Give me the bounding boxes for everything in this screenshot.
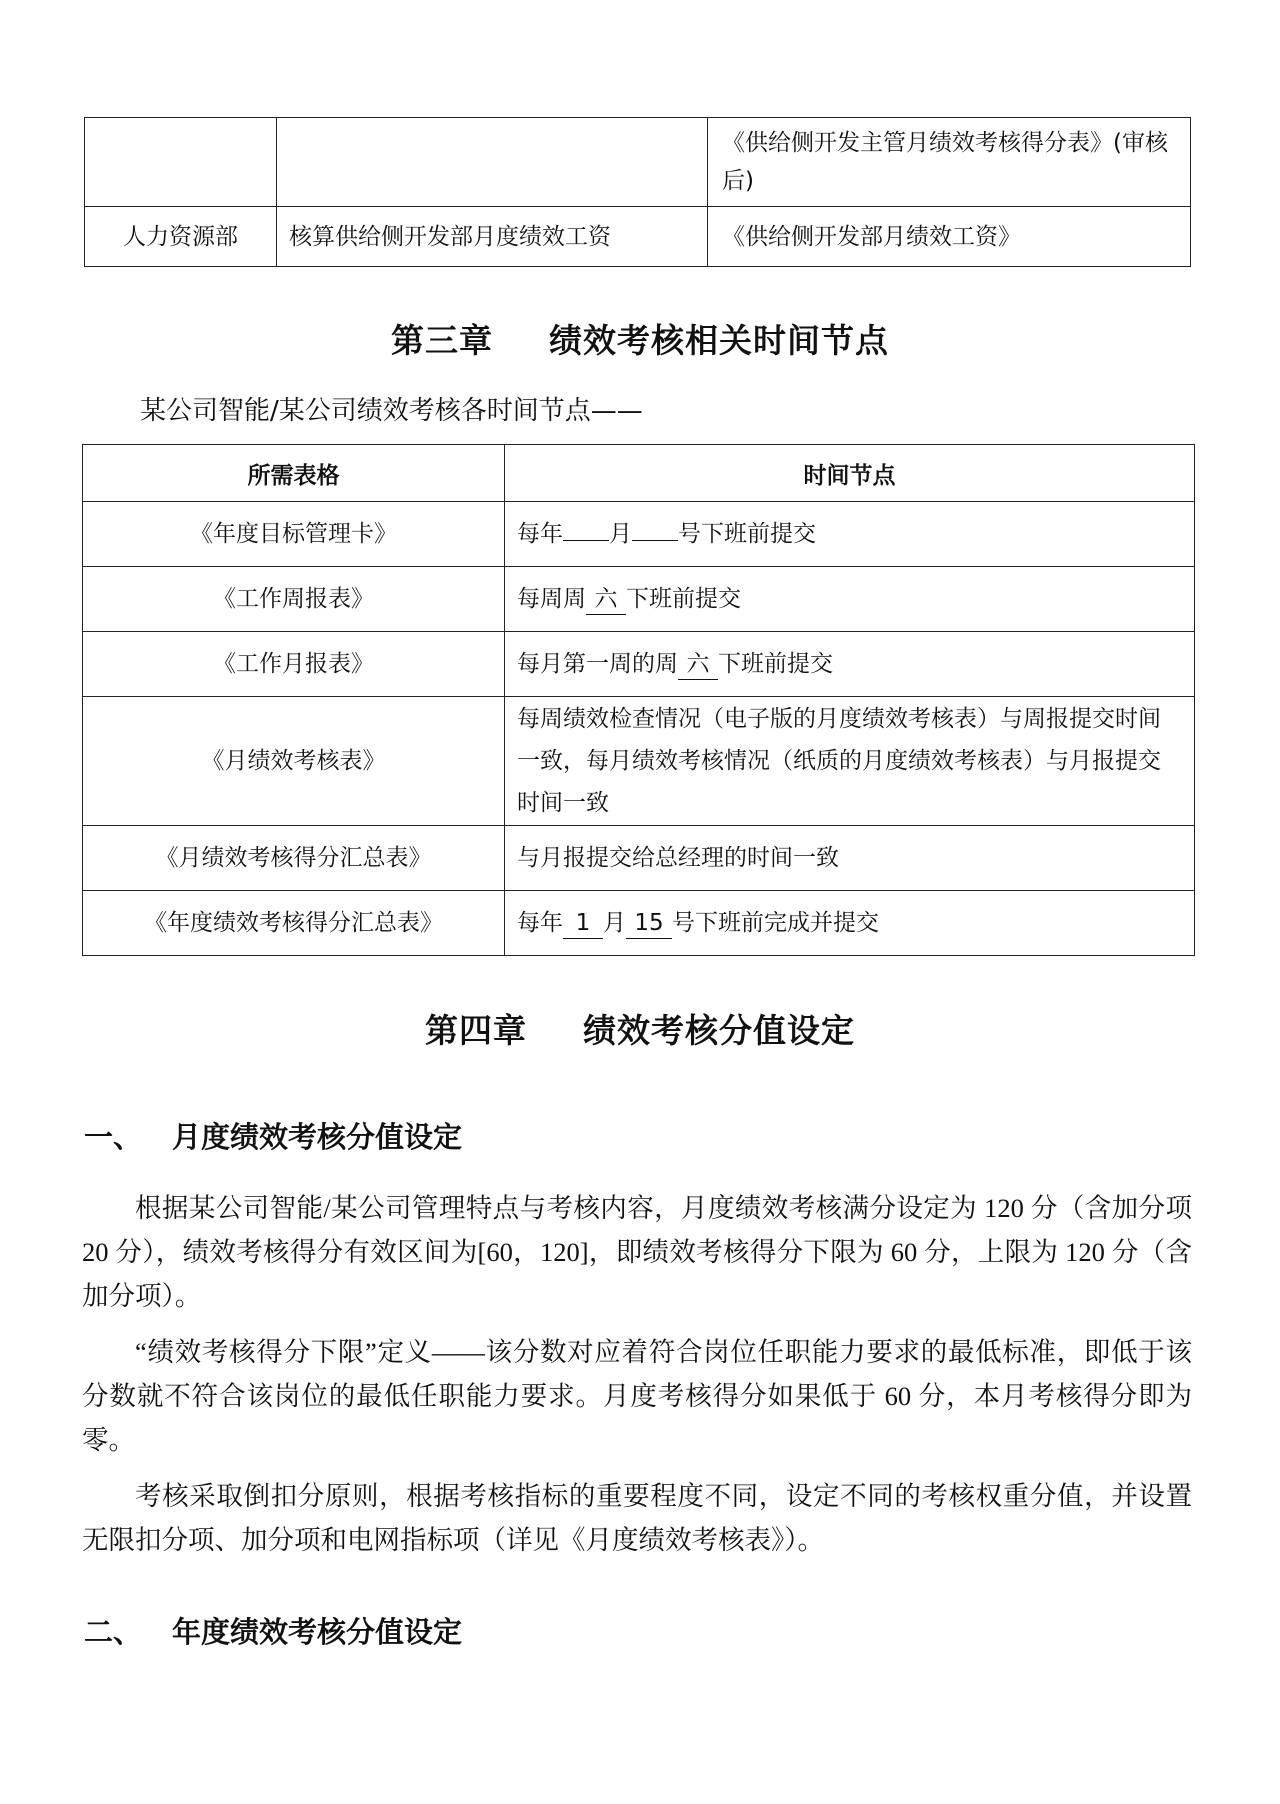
- blank-field: 六: [678, 649, 718, 680]
- table-row: [83, 567, 1195, 632]
- section-2-heading: [84, 1610, 462, 1651]
- time-cell: [505, 502, 1195, 567]
- header-time: 时间节点: [505, 445, 1195, 502]
- table-row: [83, 826, 1195, 891]
- time-text: 每月第一周的周: [517, 651, 678, 677]
- time-text: 每年: [517, 910, 563, 936]
- time-text: 月: [609, 521, 632, 547]
- task-cell: [277, 118, 708, 207]
- section-number: 一、: [84, 1120, 143, 1154]
- time-cell: 与月报提交给总经理的时间一致: [505, 826, 1195, 891]
- paragraph: “绩效考核得分下限”定义——该分数对应着符合岗位任职能力要求的最低标准，即低于该分数就不符合该岗位的最低任职能力要求。月度考核得分如果低于 60 分，本月考核得分即为零。: [82, 1337, 1192, 1455]
- blank-field: [632, 540, 678, 541]
- responsibility-table: [84, 117, 1191, 267]
- table-row: [83, 697, 1195, 826]
- header-form: 所需表格: [83, 445, 505, 502]
- section-title: 年度绩效考核分值设定: [172, 1615, 463, 1649]
- section-title: 月度绩效考核分值设定: [172, 1120, 463, 1154]
- time-text: 下班前提交: [718, 651, 833, 677]
- time-cell: 每周绩效检查情况（电子版的月度绩效考核表）与周报提交时间一致，每月绩效考核情况（纸质的月度绩效考核表）与月报提交时间一致: [505, 697, 1195, 826]
- dept-cell: 人力资源部: [85, 207, 277, 267]
- output-cell: 《供给侧开发主管月绩效考核得分表》(审核后): [708, 118, 1191, 207]
- blank-field: 六: [586, 584, 626, 615]
- chapter-number: 第三章: [391, 321, 493, 360]
- table-row: [83, 632, 1195, 697]
- output-cell: 《供给侧开发部月绩效工资》: [708, 207, 1191, 267]
- time-cell: [505, 567, 1195, 632]
- time-text: 月: [603, 910, 626, 936]
- dept-cell: [85, 118, 277, 207]
- chapter-title: 绩效考核相关时间节点: [549, 321, 889, 360]
- chapter-title: 绩效考核分值设定: [583, 1011, 855, 1050]
- form-cell: 《年度绩效考核得分汇总表》: [83, 891, 505, 956]
- form-cell: 《月绩效考核得分汇总表》: [83, 826, 505, 891]
- chapter-4-heading: [0, 1005, 1280, 1052]
- table-row: [85, 118, 1191, 207]
- paragraph: 考核采取倒扣分原则，根据考核指标的重要程度不同，设定不同的考核权重分值，并设置无限扣分项、加分项和电网指标项（详见《月度绩效考核表》）。: [82, 1481, 1192, 1555]
- table-row: [85, 207, 1191, 267]
- blank-field: 1: [563, 908, 603, 939]
- blank-field: 15: [626, 908, 672, 939]
- form-cell: 《工作周报表》: [83, 567, 505, 632]
- table-row: [83, 502, 1195, 567]
- paragraph: 根据某公司智能/某公司管理特点与考核内容，月度绩效考核满分设定为 120 分（含加分项 20 分），绩效考核得分有效区间为[60，120]，即绩效考核得分下限为 60 分，上限为 120 分（含加分项）。: [82, 1193, 1192, 1311]
- table-row: [83, 891, 1195, 956]
- section-1-heading: [84, 1115, 462, 1156]
- chapter-3-heading: [0, 315, 1280, 362]
- time-cell: [505, 891, 1195, 956]
- time-text: 每年: [517, 521, 563, 547]
- form-cell: 《工作月报表》: [83, 632, 505, 697]
- chapter-number: 第四章: [425, 1011, 527, 1050]
- form-cell: 《月绩效考核表》: [83, 697, 505, 826]
- time-text: 下班前提交: [626, 586, 741, 612]
- form-cell: 《年度目标管理卡》: [83, 502, 505, 567]
- table-header-row: [83, 445, 1195, 502]
- section-number: 二、: [84, 1615, 143, 1649]
- time-node-table: [82, 444, 1195, 956]
- chapter-lead: 某公司智能/某公司绩效考核各时间节点——: [140, 396, 643, 426]
- task-cell: 核算供给侧开发部月度绩效工资: [277, 207, 708, 267]
- time-text: 号下班前完成并提交: [672, 910, 879, 936]
- blank-field: [563, 540, 609, 541]
- time-text: 每周周: [517, 586, 586, 612]
- time-cell: [505, 632, 1195, 697]
- time-text: 号下班前提交: [678, 521, 816, 547]
